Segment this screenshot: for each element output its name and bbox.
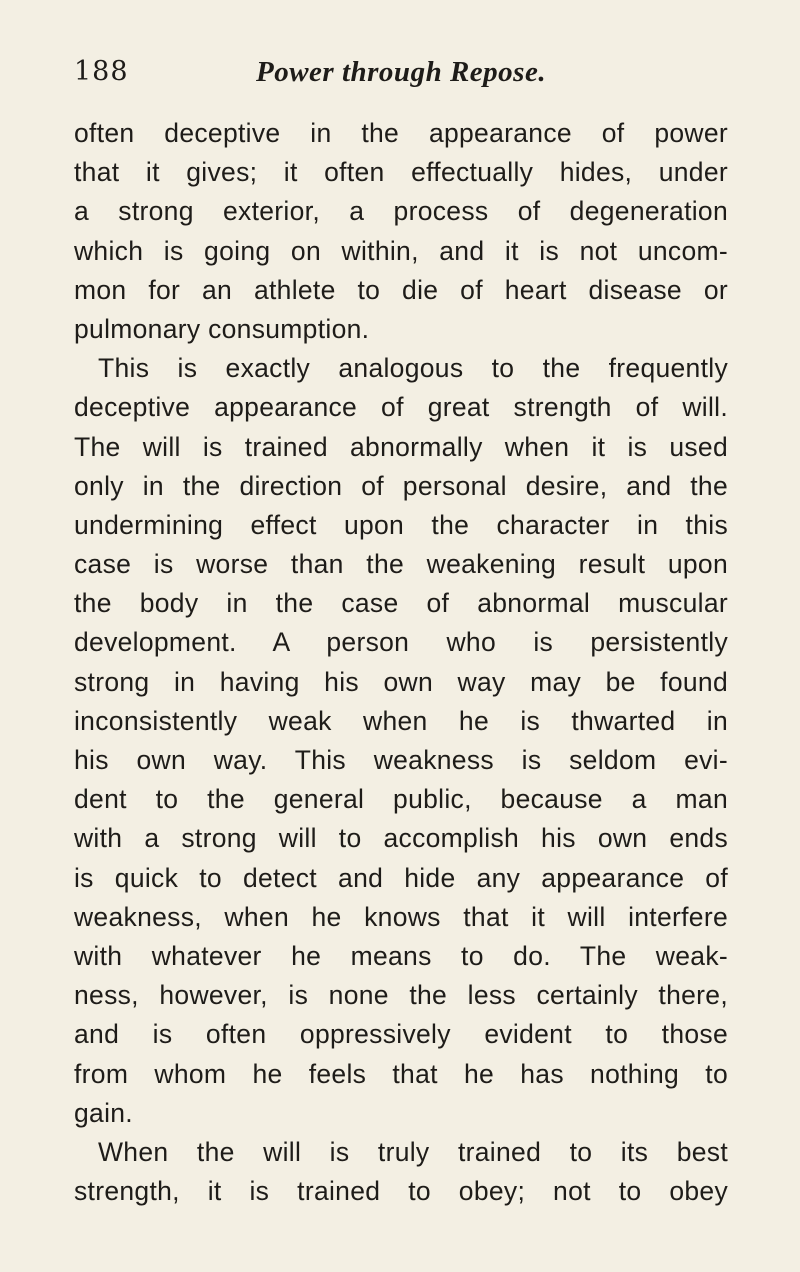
text-line: inconsistently weak when he is thwarted in [74, 705, 728, 736]
text-line: the body in the case of abnormal muscular [74, 588, 728, 619]
text-line: case is worse than the weakening result upon [74, 549, 728, 580]
text-line: The will is trained abnormally when it is used [74, 431, 728, 462]
text-line: dent to the general public, because a man [74, 784, 728, 815]
text-line: with whatever he means to do. The weak- [74, 940, 728, 971]
text-line: is quick to detect and hide any appearance of [74, 862, 728, 893]
text-line: This is exactly analogous to the frequently [98, 353, 728, 384]
text-line: and is often oppressively evident to those [74, 1019, 728, 1050]
text-line: often deceptive in the appearance of power [74, 118, 728, 148]
page-number: 188 [74, 56, 129, 87]
running-title: Power through Repose. [256, 56, 547, 88]
text-line: with a strong will to accomplish his own ends [74, 823, 728, 854]
text-line: which is going on within, and it is not uncom- [74, 235, 728, 266]
text-line: strong in having his own way may be found [74, 666, 728, 697]
text-line: pulmonary consumption. [74, 313, 370, 344]
body-text [74, 114, 728, 1211]
text-line: ness, however, is none the less certainly there, [74, 980, 728, 1011]
text-line: mon for an athlete to die of heart disease or [74, 274, 728, 305]
text-line: deceptive appearance of great strength of will. [74, 392, 728, 423]
page-header [74, 56, 754, 96]
text-line: undermining effect upon the character in this [74, 509, 728, 540]
text-line: from whom he feels that he has nothing to [74, 1058, 728, 1089]
text-line: his own way. This weakness is seldom evi- [74, 745, 728, 775]
text-line: development. A person who is persistently [74, 627, 728, 658]
text-line: weakness, when he knows that it will interfere [74, 901, 728, 932]
text-line: only in the direction of personal desire, and the [74, 470, 728, 501]
text-line: a strong exterior, a process of degeneration [74, 196, 728, 227]
text-line: gain. [74, 1097, 133, 1128]
text-line: When the will is truly trained to its best [98, 1136, 728, 1167]
text-line: that it gives; it often effectually hides, under [74, 157, 728, 188]
text-line: strength, it is trained to obey; not to obey [74, 1176, 728, 1207]
